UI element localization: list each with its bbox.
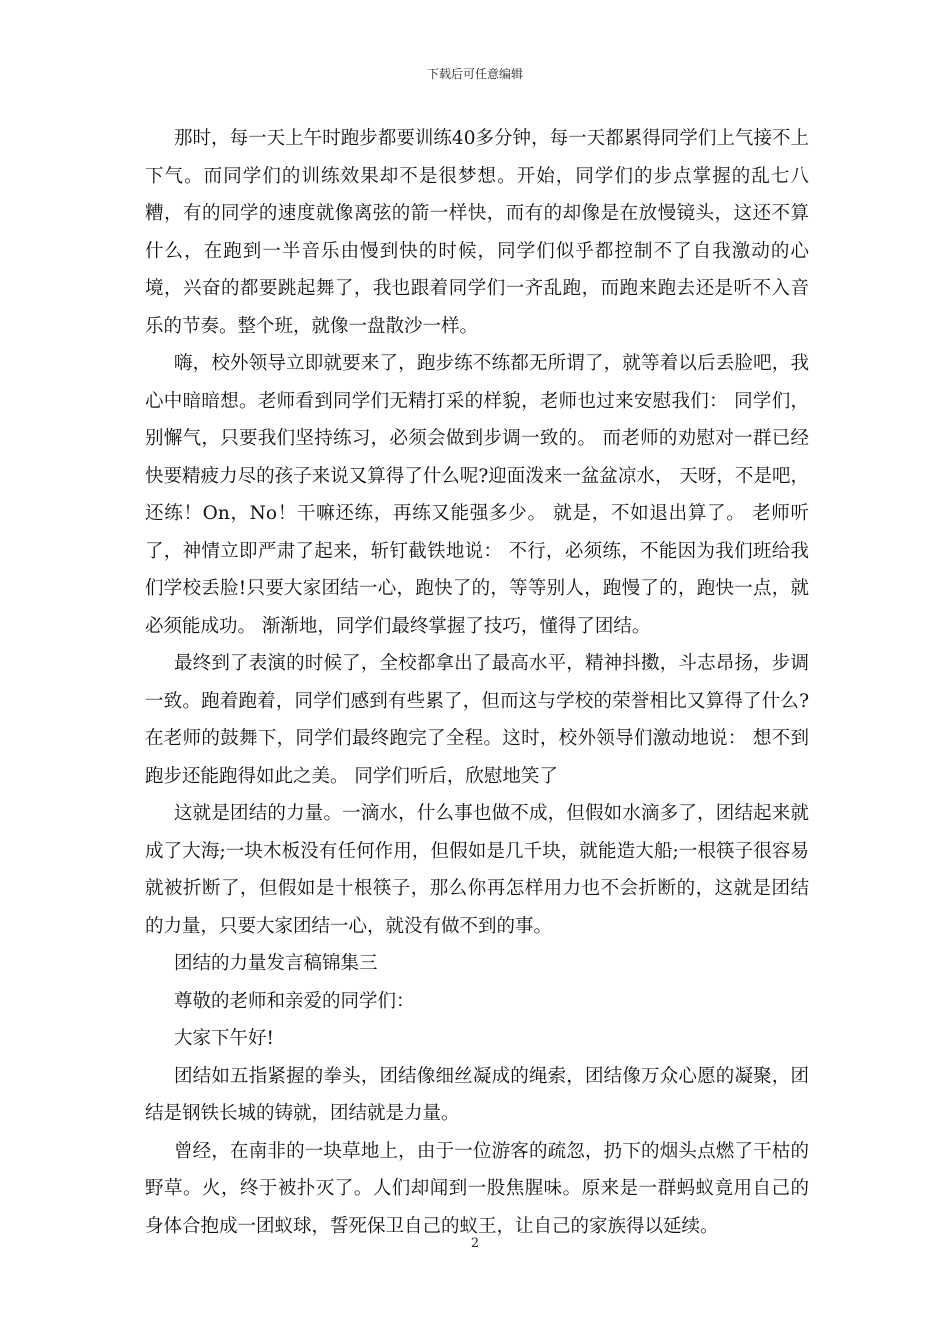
paragraph-performance: 最终到了表演的时候了，全校都拿出了最高水平，精神抖擞，斗志昂扬，步调一致。跑着跑着，同学们感到有些累了，但而这与学校的荣誉相比又算得了什么?在老师的鼓舞下，同学们最终跑完了全程。这时，校外领导们激动地说： 想不到跑步还能跑得如此之美。 同学们听后，欣慰地笑了 — [145, 653, 809, 787]
paragraph-ant-story: 曾经，在南非的一块草地上，由于一位游客的疏忽，扔下的烟头点燃了干枯的野草。火，终于被扑灭了。人们却闻到一股焦腥味。原来是一群蚂蚁竟用自己的身体合抱成一团蚁球，誓死保卫自己的蚁王，让自己的家族得以延续。 — [145, 1140, 809, 1237]
paragraph-power-of-unity: 这就是团结的力量。一滴水，什么事也做不成，但假如水滴多了，团结起来就成了大海;一块木板没有任何作用，但假如是几千块，就能造大船;一根筷子很容易就被折断了，但假如是十根筷子，那么你再怎样用力也不会折断的，这就是团结的力量，只要大家团结一心，就没有做不到的事。 — [145, 803, 809, 937]
document-body — [145, 120, 809, 1245]
greeting: 大家下午好! — [174, 1028, 274, 1049]
paragraph-teacher-encouragement: 嗨，校外领导立即就要来了，跑步练不练都无所谓了，就等着以后丢脸吧，我心中暗暗想。老师看到同学们无精打采的样貌，老师也过来安慰我们： 同学们，别懈气，只要我们坚持练习，必须会做到步调一致的。 而老师的劝慰对一群已经快要精疲力尽的孩子来说又算得了什么呢?迎面泼来一盆盆凉水， 天呀，不是吧，还练！On，No！干嘛还练，再练又能强多少。 就是，不如退出算了。 老师听了，神情立即严肃了起来，斩钉截铁地说： 不行，必须练，不能因为我们班给我们学校丢脸!只要大家团结一心，跑快了的，等等别人，跑慢了的，跑快一点，就必须能成功。 渐渐地，同学们最终掌握了技巧，懂得了团结。 — [145, 353, 810, 637]
salutation: 尊敬的老师和亲爱的同学们： — [174, 990, 415, 1012]
page-header: 下载后可任意编辑 — [426, 67, 523, 81]
paragraph-training: 那时，每一天上午时跑步都要训练40多分钟，每一天都累得同学们上气接不上下气。而同学们的训练效果却不是很梦想。开始，同学们的步点掌握的乱七八糟，有的同学的速度就像离弦的箭一样快，而有的却像是在放慢镜头，这还不算什么，在跑到一半音乐由慢到快的时候，同学们似乎都控制不了自我激动的心境，兴奋的都要跳起舞了，我也跟着同学们一齐乱跑，而跑来跑去还是听不入音乐的节奏。整个班，就像一盘散沙一样。 — [145, 128, 809, 337]
page-number: 2 — [470, 1236, 480, 1251]
section-title: 团结的力量发言稿锦集三 — [174, 953, 378, 974]
paragraph-unity-metaphors: 团结如五指紧握的拳头，团结像细丝凝成的绳索，团结像万众心愿的凝聚，团结是钢铁长城的铸就，团结就是力量。 — [145, 1065, 809, 1124]
